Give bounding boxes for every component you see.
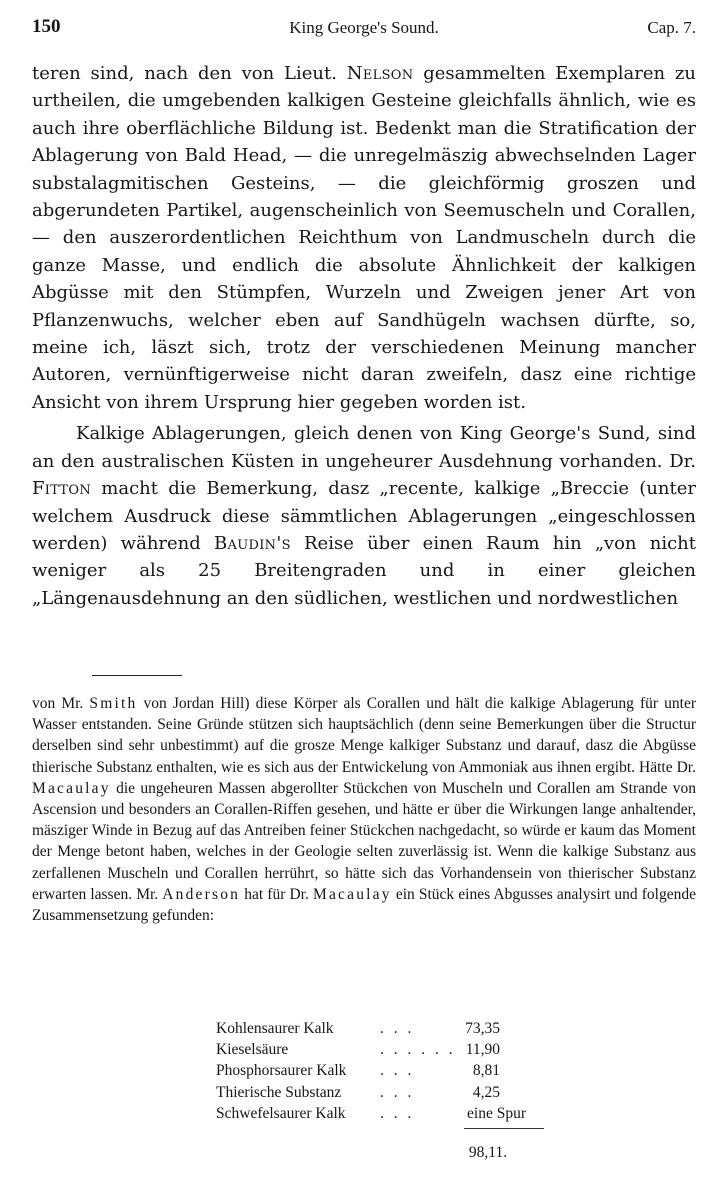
name-macaulay-2: Macaulay [312,885,392,903]
paragraph-2-text-c: Reise über einen Raum hin „von nicht weniger als 25 Breitengraden und in einer gleichen „Längenausdehnung an den südlichen, westlichen und nordwestlichen [32,532,696,609]
leader-dots: . . . [380,1104,415,1122]
name-nelson: Nelson [346,63,414,84]
component-name: Schwefelsaurer Kalk [216,1104,346,1122]
component-name: Thierische Substanz [216,1083,342,1101]
footnote-text-b: von Jordan Hill) diese Körper als Corallen und hält die kalkige Ablagerung für unter Wasser entstanden. Seine Gründe stützen sich hauptsächlich (denn seine Bemerkungen über die Structur derselben sind sehr unbestimmt) auf die grosze Menge kalkiger Substanz und darauf, dasz die Abgüsse thierische Substanz enthalten, wie es sich aus der Entwickelung von Ammoniak aus ihnen ergibt. Hätte Dr. [32,695,696,776]
composition-row [216,1082,536,1103]
chapter-label: Cap. 7. [647,18,696,37]
running-header [32,16,696,42]
composition-row [216,1060,536,1081]
footnote-separator [92,675,182,676]
paragraph-2 [32,420,696,612]
paragraph-1-text-b: gesammelten Exemplaren zu urtheilen, die umgebenden kalkigen Gesteine gleichfalls ähnlich, wie es auch ihre oberflächliche Bildung ist. Bedenkt man die Stratification der Ablagerung von Bald Head, — die unregelmäszig abwechselnden Lager substalagmitischen Gesteins, — die gleichförmig groszen und abgerundeten Partikel, augenscheinlich von Seemuscheln und Corallen, — den auszerordentlichen Reichthum von Landmuscheln durch die ganze Masse, und endlich die absolute Ähnlichkeit der kalkigen Abgüsse mit den Stümpfen, Wurzeln und Zweigen jener Art von Pflanzenwuchs, welcher eben auf Sandhügeln wachsen dürfte, so, meine ich, läszt sich, trotz der verschiedenen Meinung mancher Autoren, vernünftigerweise nicht daran zweifeln, dasz eine richtige Ansicht von ihrem Ursprung hier gegeben worden ist. [32,63,697,413]
sum-line [464,1128,544,1129]
footnote-text-d: hat für Dr. [240,885,313,903]
component-name: Kohlensaurer Kalk [216,1020,334,1037]
composition-row [216,1039,536,1060]
name-smith: Smith [89,695,138,712]
page-number: 150 [32,16,61,37]
footnote-paragraph [32,693,696,926]
paragraph-2-text-a: Kalkige Ablagerungen, gleich denen von King George's Sund, sind an den australischen Küsten in ungeheurer Ausdehnung vorhanden. Dr. [32,423,696,472]
name-baudin: Baudin's [214,532,291,554]
leader-dots: . . . . . . [380,1041,456,1059]
leader-dots: . . . [380,1062,415,1080]
composition-row [216,1103,536,1124]
name-fitton: Fitton [32,478,92,500]
composition-total: 98,11. [468,1144,508,1161]
component-value: 11,90 [465,1041,500,1059]
leader-dots: . . . [380,1020,415,1037]
footnote-text-c: die ungeheuren Massen abgerollter Stückchen von Muscheln und Corallen am Strande von Ascension und besonders an Corallen-Riffen gesehen, und hätte er über die Wirkungen lange anhaltender, mäsziger Winde in Bezug auf das Antreiben feiner Stückchen nachgedacht, so würde er kaum das Moment der Menge betont haben, welches in der Geologie selten zuverlässig ist. Wenn die kalkige Substanz aus zerfallenen Muscheln und Corallen herrührt, so hätte sich das Vorhandensein von thierischer Substanz erwarten lassen. Mr. [32,779,696,903]
footnote-text-a: von Mr. [32,695,90,712]
component-name: Phosphorsaurer Kalk [216,1062,347,1080]
composition-row [216,1018,536,1039]
main-text [32,60,696,612]
footnote-text-e: ein Stück eines Abgusses analysirt und folgende Zusammensetzung gefunden: [32,885,696,925]
paragraph-1-text-a: teren sind, nach den von Lieut. [32,63,347,84]
paragraph-2-text-b: macht die Bemerkung, dasz „recente, kalkige „Breccie (unter welchem Ausdruck diese sämmtlichen Ablagerungen „eingeschlossen werden) während [32,478,696,554]
leader-dots: . . . [380,1083,415,1101]
composition-table [216,1018,536,1161]
running-title: King George's Sound. [289,18,439,37]
component-value: eine Spur [467,1104,526,1122]
name-macaulay: Macaulay [32,779,111,797]
component-name: Kieselsäure [216,1041,289,1059]
paragraph-1 [32,60,696,416]
component-value: 73,35 [465,1020,500,1037]
footnote [32,693,696,926]
component-value: 8,81 [472,1062,500,1080]
component-value: 4,25 [472,1083,500,1101]
name-anderson: Anderson [162,885,241,903]
